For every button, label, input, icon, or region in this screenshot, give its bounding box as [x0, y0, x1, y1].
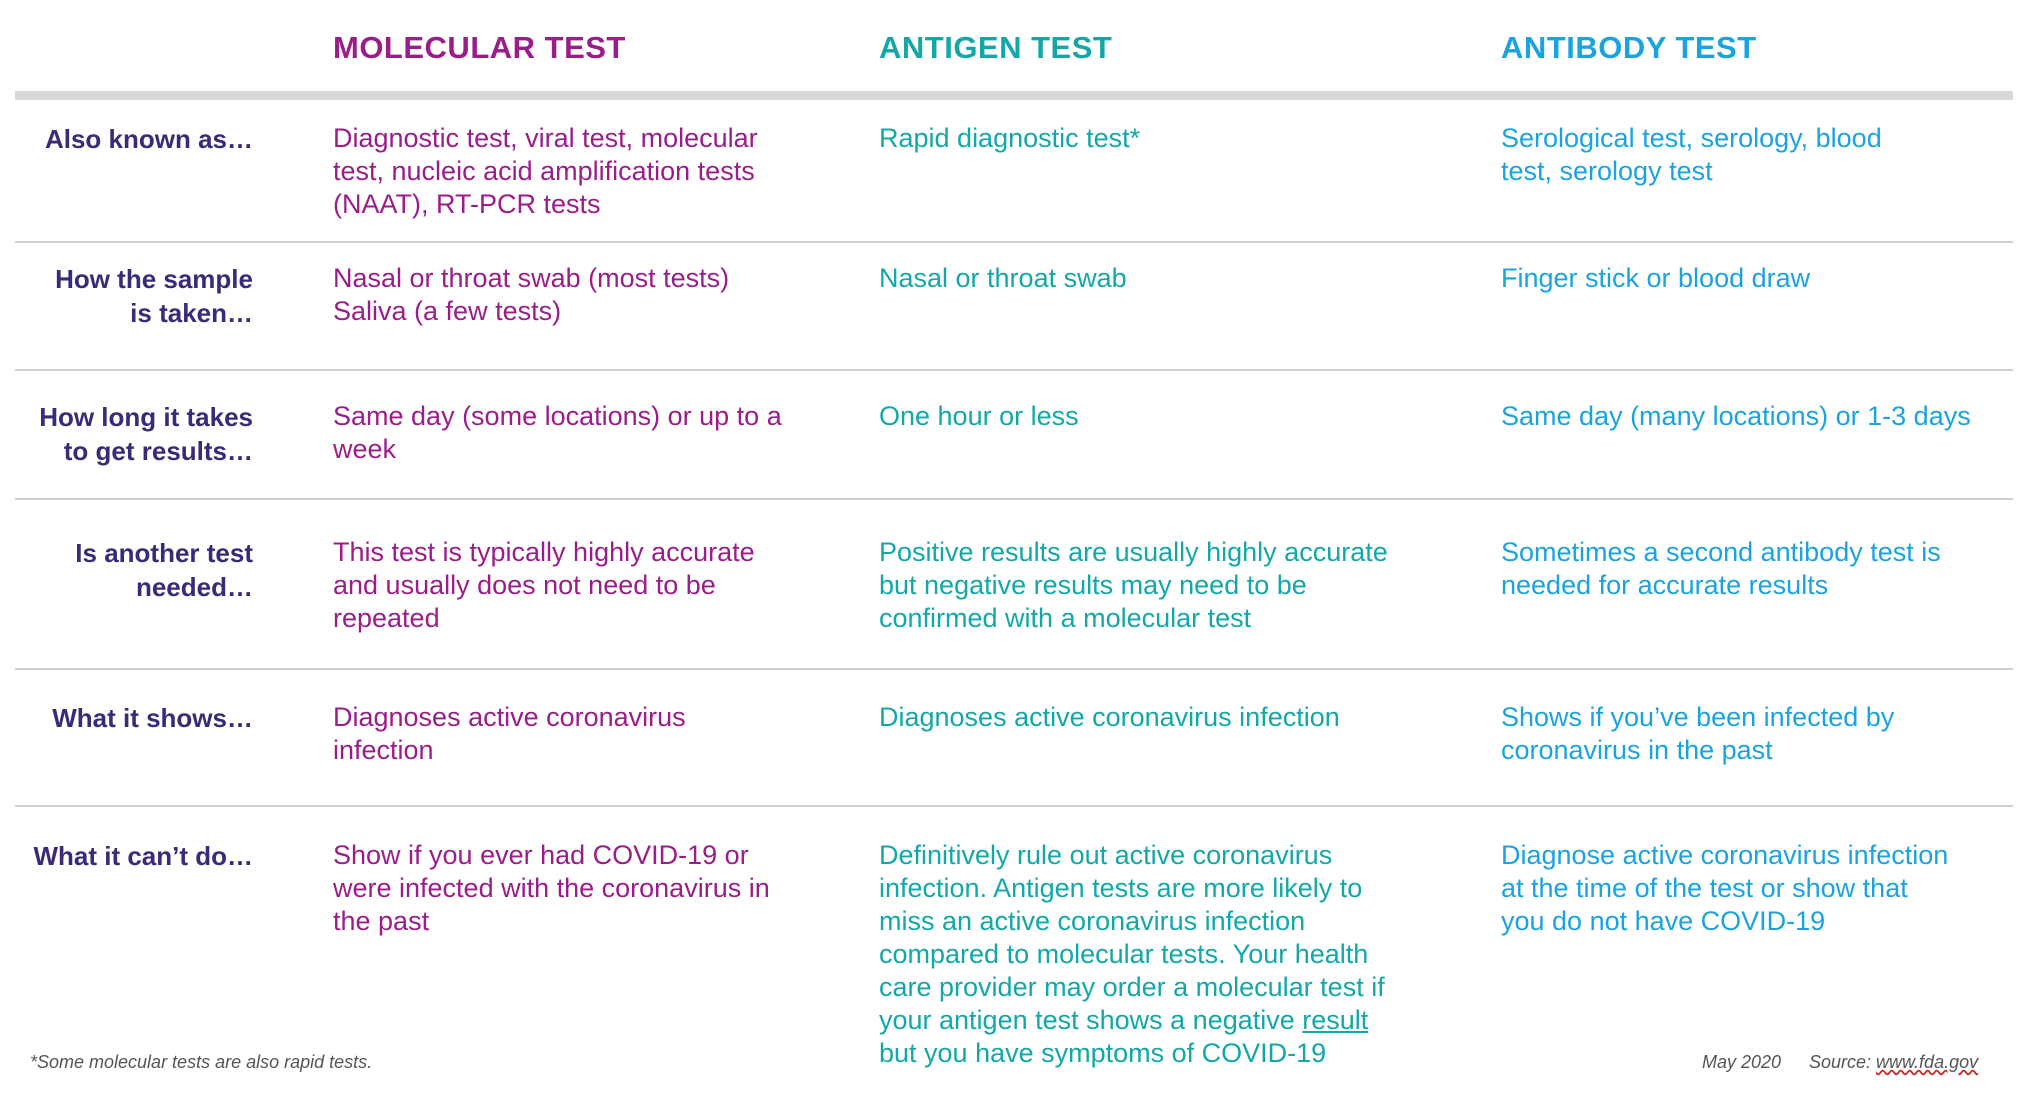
molecular-cell: Diagnoses active coronavirus infection — [333, 702, 686, 765]
antibody-cell: Same day (many locations) or 1-3 days — [1501, 401, 1971, 431]
antigen-cell: Nasal or throat swab — [879, 263, 1127, 293]
antibody-cell: Diagnose active coronavirus infection at the time of the test or show that you do not have COVID-19 — [1501, 840, 1949, 936]
result-link[interactable]: result — [1302, 1005, 1369, 1035]
row-divider — [15, 668, 2013, 670]
antigen-cell: Positive results are usually highly accurate but negative results may need to be confirmed with a molecular test — [879, 537, 1388, 633]
row-divider — [15, 498, 2013, 500]
molecular-cell: Diagnostic test, viral test, molecular test, nucleic acid amplification tests (NAAT), RT-PCR tests — [333, 123, 758, 219]
molecular-cell: Show if you ever had COVID-19 or were infected with the coronavirus in the past — [333, 840, 770, 936]
antigen-cell: Diagnoses active coronavirus infection — [879, 702, 1340, 732]
molecular-test-header: MOLECULAR TEST — [333, 30, 626, 65]
antigen-cell: One hour or less — [879, 401, 1079, 431]
row-label: Is another test needed… — [75, 538, 253, 602]
row-label: What it can’t do… — [33, 841, 253, 871]
row-label: How long it takes to get results… — [39, 402, 253, 466]
source-link[interactable]: www.fda.gov — [1876, 1052, 1979, 1072]
row-label: How the sample is taken… — [55, 264, 253, 328]
publication-date: May 2020 — [1702, 1052, 1782, 1072]
row-label: Also known as… — [44, 124, 253, 154]
antibody-test-header: ANTIBODY TEST — [1501, 30, 1757, 65]
antibody-cell: Finger stick or blood draw — [1501, 263, 1811, 293]
antigen-cell-text-before: Definitively rule out active coronavirus infection. Antigen tests are more likely to miss an active coronavirus infection compared to molecular tests. Your health care provider may order a molecular test if your antigen test shows a negative — [879, 840, 1385, 1035]
antibody-cell: Serological test, serology, blood test, serology test — [1501, 123, 1882, 186]
molecular-cell: Nasal or throat swab (most tests) Saliva (a few tests) — [333, 263, 730, 326]
table-header-row — [0, 0, 2024, 90]
header-divider — [15, 91, 2013, 100]
footnote: *Some molecular tests are also rapid tests. — [30, 1052, 373, 1072]
source-credit — [1809, 1052, 1978, 1073]
row-divider — [15, 805, 2013, 807]
antibody-cell: Shows if you’ve been infected by coronavirus in the past — [1501, 702, 1895, 765]
row-label: What it shows… — [52, 703, 253, 733]
row-divider — [15, 241, 2013, 243]
antigen-cell: Rapid diagnostic test* — [879, 123, 1141, 153]
molecular-cell: Same day (some locations) or up to a week — [333, 401, 782, 464]
antigen-cell-text-after: but you have symptoms of COVID-19 — [879, 1038, 1327, 1068]
antigen-cell — [879, 839, 1439, 1070]
row-divider — [15, 369, 2013, 371]
molecular-cell: This test is typically highly accurate and usually does not need to be repeated — [333, 537, 755, 633]
antigen-test-header: ANTIGEN TEST — [879, 30, 1113, 65]
antibody-cell: Sometimes a second antibody test is needed for accurate results — [1501, 537, 1941, 600]
source-label: Source: — [1809, 1052, 1877, 1072]
